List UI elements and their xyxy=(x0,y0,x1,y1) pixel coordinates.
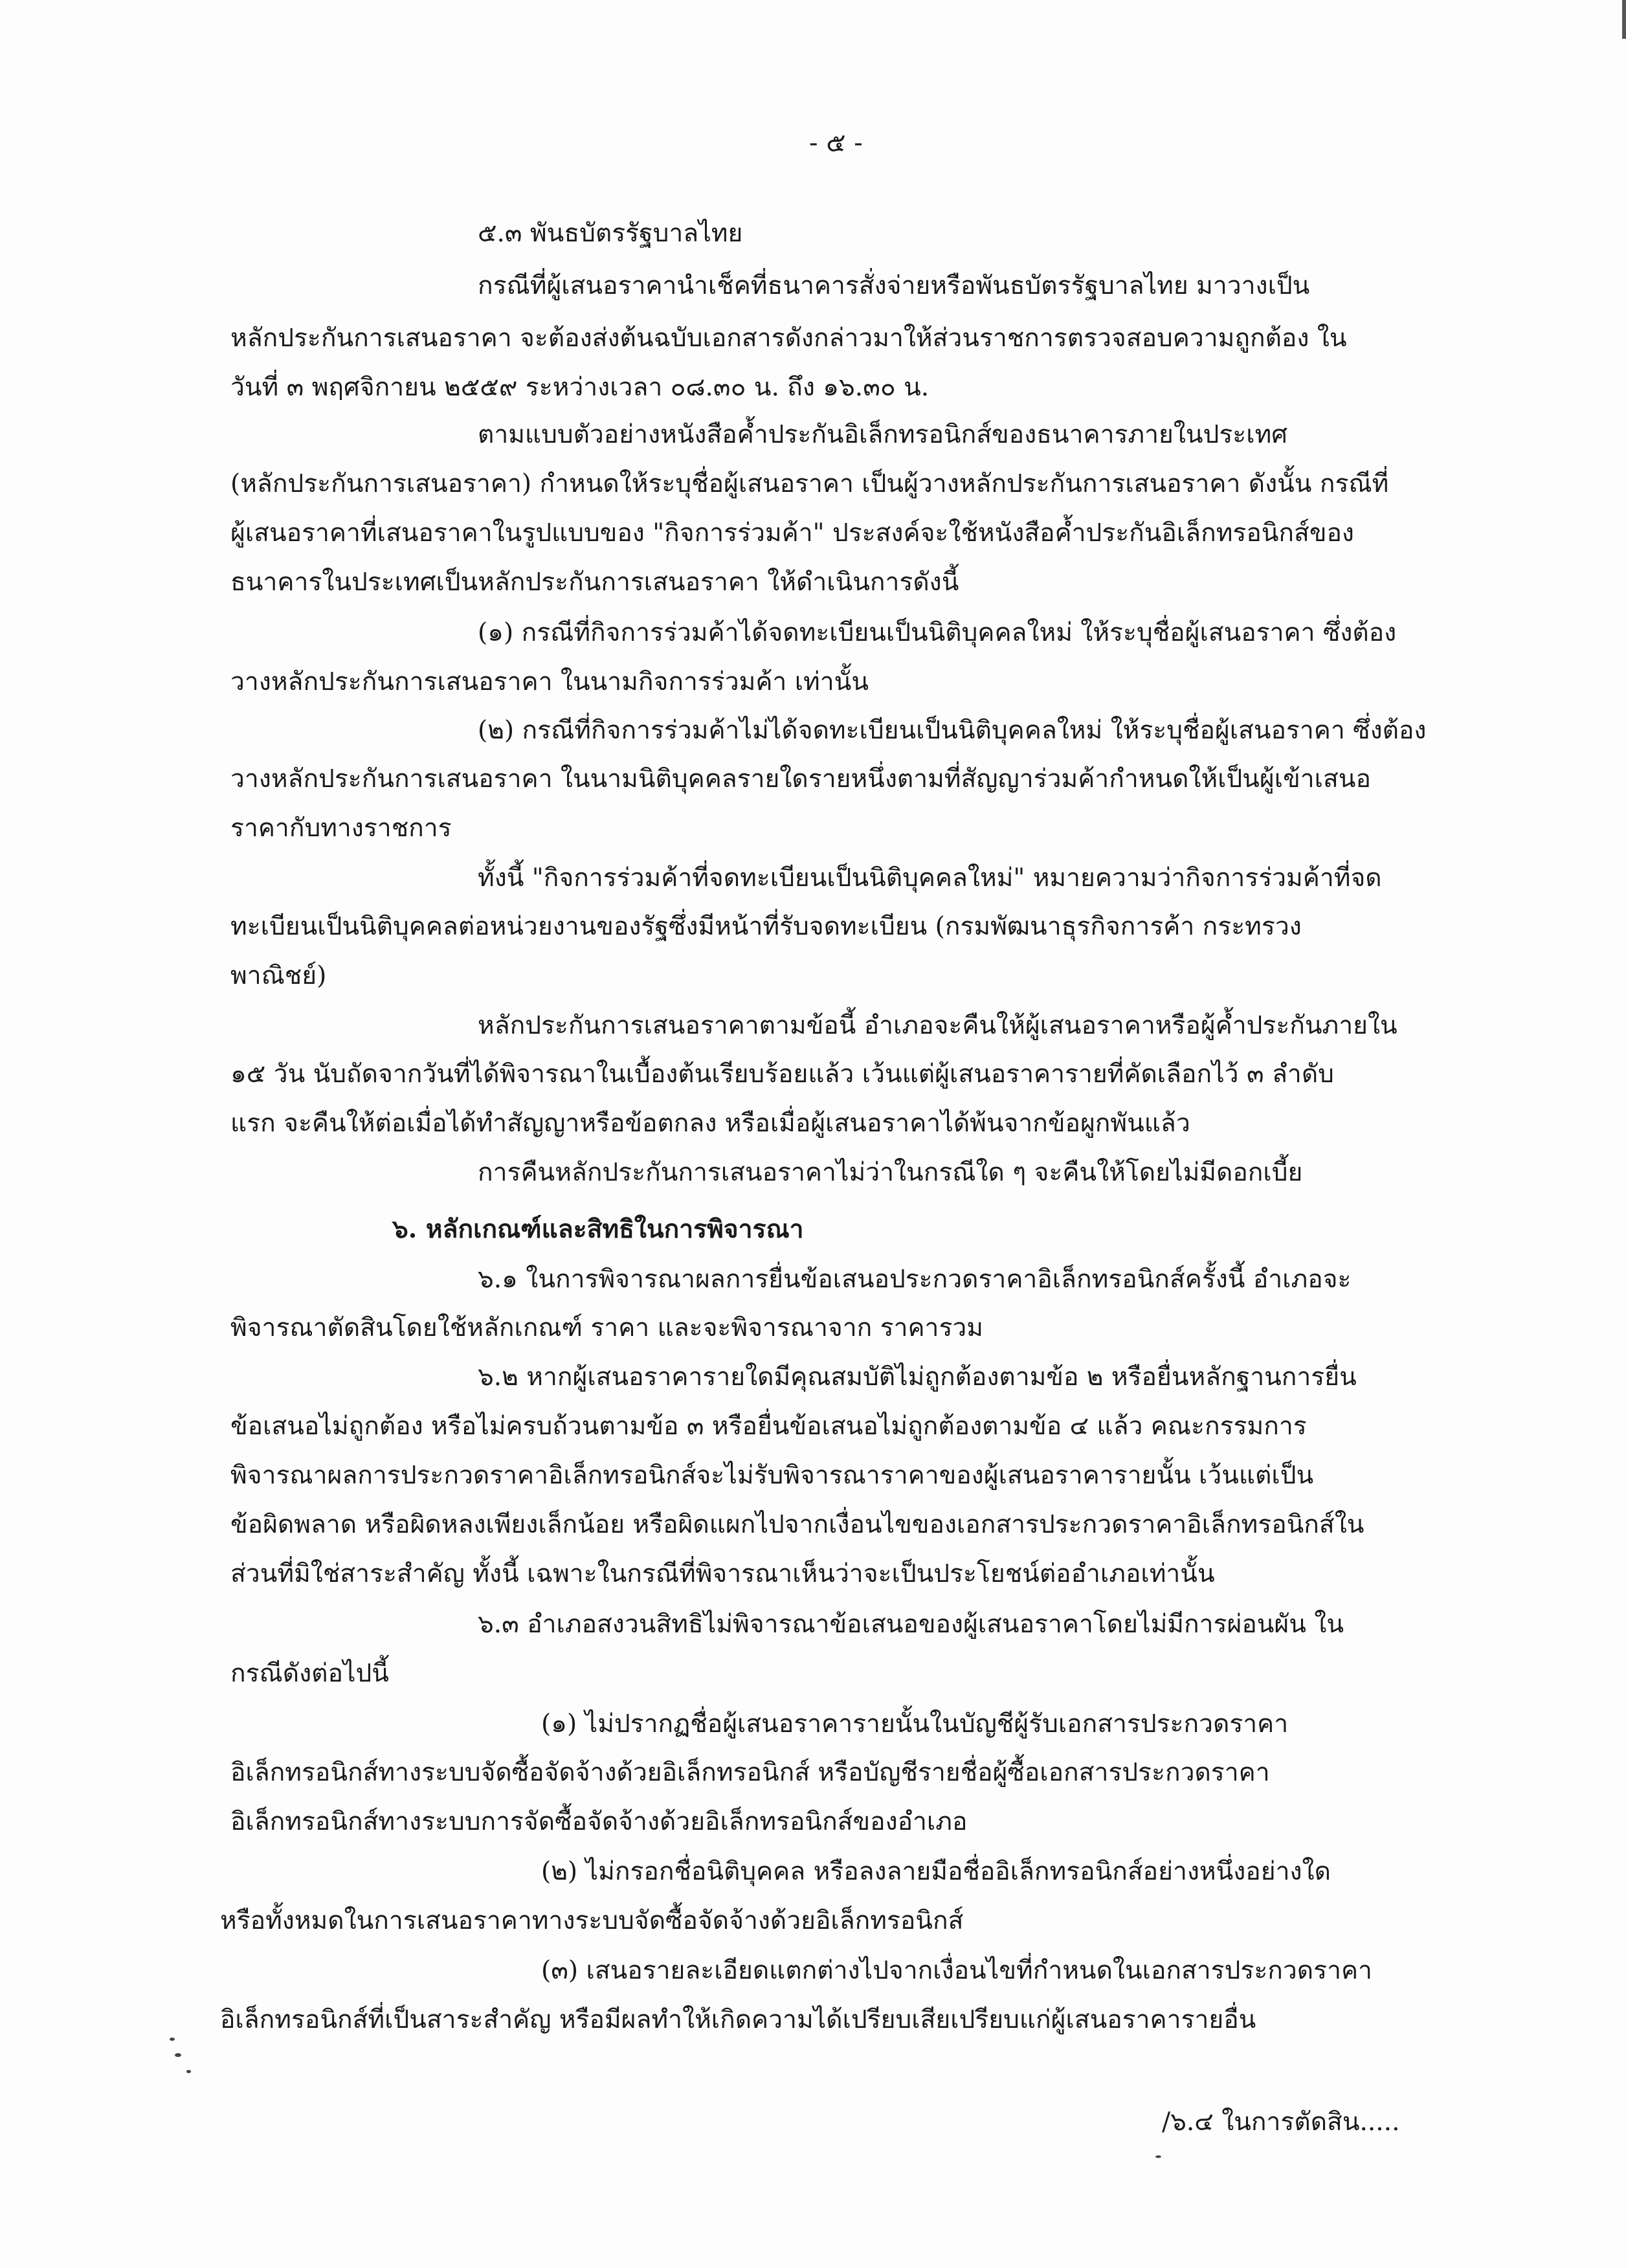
paragraph-line: วันที่ ๓ พฤศจิกายน ๒๕๕๙ ระหว่างเวลา ๐๘.๓๐ น. ถึง ๑๖.๓๐ น. xyxy=(230,373,930,402)
paragraph-line: ราคากับทางราชการ xyxy=(230,814,452,843)
page-number: - ๕ - xyxy=(809,128,863,158)
scan-speck xyxy=(175,2053,181,2057)
paragraph-line: อิเล็กทรอนิกส์ที่เป็นสาระสำคัญ หรือมีผลทำให้เกิดความได้เปรียบเสียเปรียบแก่ผู้เสนอราคารายอื่น xyxy=(220,2005,1256,2034)
paragraph-line: แรก จะคืนให้ต่อเมื่อได้ทำสัญญาหรือข้อตกลง หรือเมื่อผู้เสนอราคาได้พ้นจากข้อผูกพันแล้ว xyxy=(230,1109,1190,1138)
section-6-heading: ๖. หลักเกณฑ์และสิทธิในการพิจารณา xyxy=(392,1214,804,1244)
paragraph-line: หลักประกันการเสนอราคา จะต้องส่งต้นฉบับเอกสารดังกล่าวมาให้ส่วนราชการตรวจสอบความถูกต้อง ใน xyxy=(230,324,1347,353)
scan-speck xyxy=(186,2070,191,2073)
paragraph-line: ผู้เสนอราคาที่เสนอราคาในรูปแบบของ "กิจการร่วมค้า" ประสงค์จะใช้หนังสือค้ำประกันอิเล็กทรอนิกส์ของ xyxy=(230,518,1354,548)
scan-edge-mark xyxy=(1622,0,1626,39)
paragraph-line: การคืนหลักประกันการเสนอราคาไม่ว่าในกรณีใด ๆ จะคืนให้โดยไม่มีดอกเบี้ย xyxy=(478,1158,1303,1187)
paragraph-line: (๑) ไม่ปรากฏชื่อผู้เสนอราคารายนั้นในบัญชีผู้รับเอกสารประกวดราคา xyxy=(541,1709,1289,1739)
paragraph-line: ตามแบบตัวอย่างหนังสือค้ำประกันอิเล็กทรอนิกส์ของธนาคารภายในประเทศ xyxy=(478,420,1288,449)
paragraph-line: ข้อเสนอไม่ถูกต้อง หรือไม่ครบถ้วนตามข้อ ๓ หรือยื่นข้อเสนอไม่ถูกต้องตามข้อ ๔ แล้ว คณะกรรมการ xyxy=(230,1412,1307,1441)
paragraph-line: พิจารณาตัดสินโดยใช้หลักเกณฑ์ ราคา และจะพิจารณาจาก ราคารวม xyxy=(230,1313,984,1342)
paragraph-line: ทั้งนี้ "กิจการร่วมค้าที่จดทะเบียนเป็นนิติบุคคลใหม่" หมายความว่ากิจการร่วมค้าที่จด xyxy=(478,863,1382,893)
paragraph-line: อิเล็กทรอนิกส์ทางระบบจัดซื้อจัดจ้างด้วยอิเล็กทรอนิกส์ หรือบัญชีรายชื่อผู้ซื้อเอกสารประกวดราคา xyxy=(230,1758,1270,1787)
paragraph-line: (๒) ไม่กรอกชื่อนิติบุคคล หรือลงลายมือชื่ออิเล็กทรอนิกส์อย่างหนึ่งอย่างใด xyxy=(541,1857,1331,1886)
section-5-3-heading: ๕.๓ พันธบัตรรัฐบาลไทย xyxy=(478,219,743,248)
paragraph-line: หรือทั้งหมดในการเสนอราคาทางระบบจัดซื้อจัดจ้างด้วยอิเล็กทรอนิกส์ xyxy=(220,1906,964,1935)
paragraph-line: วางหลักประกันการเสนอราคา ในนามนิติบุคคลรายใดรายหนึ่งตามที่สัญญาร่วมค้ากำหนดให้เป็นผู้เข้าเสนอ xyxy=(230,764,1371,794)
paragraph-line: ๖.๑ ในการพิจารณาผลการยื่นข้อเสนอประกวดราคาอิเล็กทรอนิกส์ครั้งนี้ อำเภอจะ xyxy=(478,1265,1352,1294)
paragraph-line: ส่วนที่มิใช่สาระสำคัญ ทั้งนี้ เฉพาะในกรณีที่พิจารณาเห็นว่าจะเป็นประโยชน์ต่ออำเภอเท่านั้น xyxy=(230,1559,1215,1588)
paragraph-line: พิจารณาผลการประกวดราคาอิเล็กทรอนิกส์จะไม่รับพิจารณาราคาของผู้เสนอราคารายนั้น เว้นแต่เป็น xyxy=(230,1461,1314,1490)
paragraph-line: ๖.๓ อำเภอสงวนสิทธิไม่พิจารณาข้อเสนอของผู้เสนอราคาโดยไม่มีการผ่อนผัน ใน xyxy=(478,1610,1344,1639)
paragraph-line: (๑) กรณีที่กิจการร่วมค้าได้จดทะเบียนเป็นนิติบุคคลใหม่ ให้ระบุชื่อผู้เสนอราคา ซึ่งต้อง xyxy=(478,618,1397,647)
paragraph-line: กรณีดังต่อไปนี้ xyxy=(230,1659,389,1688)
scan-speck xyxy=(170,2038,175,2041)
continuation-note: /๖.๔ ในการตัดสิน..... xyxy=(1162,2107,1400,2137)
paragraph-line: อิเล็กทรอนิกส์ทางระบบการจัดซื้อจัดจ้างด้วยอิเล็กทรอนิกส์ของอำเภอ xyxy=(230,1807,968,1836)
paragraph-line: กรณีที่ผู้เสนอราคานำเช็คที่ธนาคารสั่งจ่ายหรือพันธบัตรรัฐบาลไทย มาวางเป็น xyxy=(478,271,1310,300)
paragraph-line: ทะเบียนเป็นนิติบุคคลต่อหน่วยงานของรัฐซึ่งมีหน้าที่รับจดทะเบียน (กรมพัฒนาธุรกิจการค้า กระทรวง xyxy=(230,912,1302,941)
paragraph-line: พาณิชย์) xyxy=(230,961,327,990)
paragraph-line: (๓) เสนอรายละเอียดแตกต่างไปจากเงื่อนไขที่กำหนดในเอกสารประกวดราคา xyxy=(541,1956,1372,1985)
paragraph-line: หลักประกันการเสนอราคาตามข้อนี้ อำเภอจะคืนให้ผู้เสนอราคาหรือผู้ค้ำประกันภายใน xyxy=(478,1011,1398,1040)
paragraph-line: ๑๕ วัน นับถัดจากวันที่ได้พิจารณาในเบื้องต้นเรียบร้อยแล้ว เว้นแต่ผู้เสนอราคารายที่คัดเลือกไว้ ๓ ลำดับ xyxy=(230,1060,1334,1089)
paragraph-line: (๒) กรณีที่กิจการร่วมค้าไม่ได้จดทะเบียนเป็นนิติบุคคลใหม่ ให้ระบุชื่อผู้เสนอราคา ซึ่งต้อง xyxy=(478,716,1427,745)
paragraph-line: ๖.๒ หากผู้เสนอราคารายใดมีคุณสมบัติไม่ถูกต้องตามข้อ ๒ หรือยื่นหลักฐานการยื่น xyxy=(478,1362,1357,1392)
paragraph-line: วางหลักประกันการเสนอราคา ในนามกิจการร่วมค้า เท่านั้น xyxy=(230,667,869,696)
paragraph-line: (หลักประกันการเสนอราคา) กำหนดให้ระบุชื่อผู้เสนอราคา เป็นผู้วางหลักประกันการเสนอราคา ดังนั้น กรณีที่ xyxy=(230,469,1389,498)
paragraph-line: ข้อผิดพลาด หรือผิดหลงเพียงเล็กน้อย หรือผิดแผกไปจากเงื่อนไขของเอกสารประกวดราคาอิเล็กทรอนิกส์ใน xyxy=(230,1510,1364,1539)
paragraph-line: ธนาคารในประเทศเป็นหลักประกันการเสนอราคา ให้ดำเนินการดังนี้ xyxy=(230,568,959,597)
scan-speck xyxy=(1155,2155,1161,2158)
